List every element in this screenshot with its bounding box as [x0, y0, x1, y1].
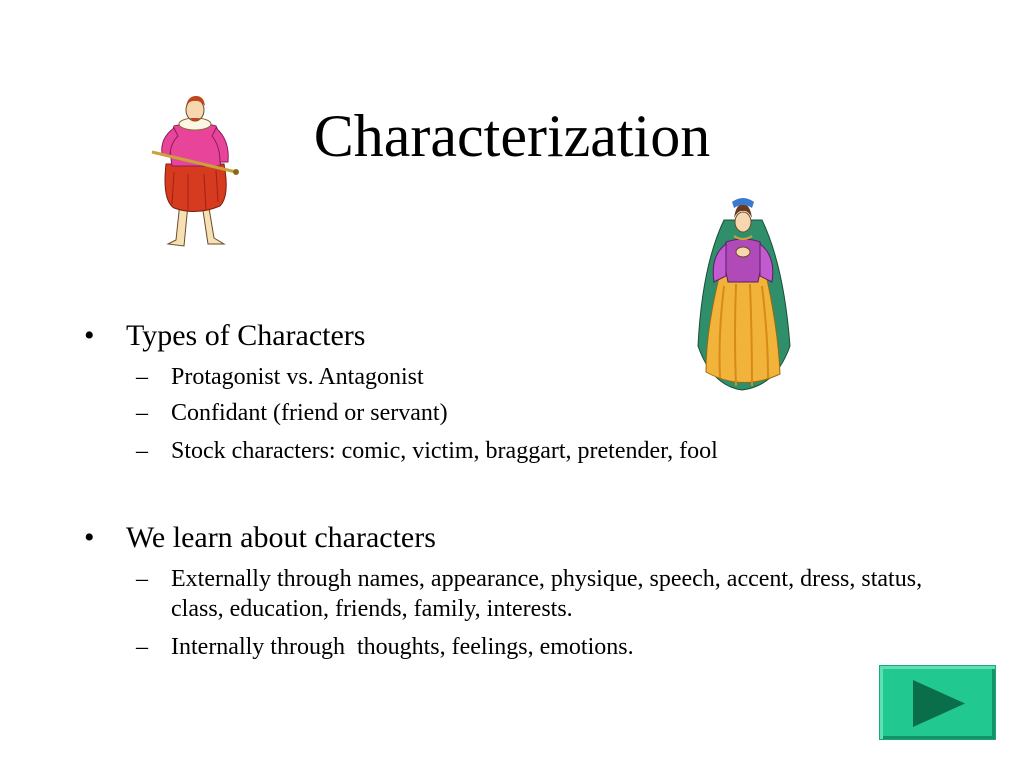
next-slide-button[interactable] — [879, 665, 996, 740]
sub-bullet-item — [136, 362, 931, 392]
bullet-marker: • — [84, 521, 95, 554]
sub-bullet-text: Protagonist vs. Antagonist — [171, 364, 424, 390]
bullet-marker: • — [84, 319, 95, 352]
sub-bullet-item — [136, 398, 931, 428]
sub-bullet-text: Confidant (friend or servant) — [171, 400, 448, 426]
sub-bullet-item — [136, 632, 931, 662]
dash-marker: – — [136, 364, 148, 390]
play-arrow-icon — [880, 666, 997, 741]
sub-bullet-item — [136, 436, 931, 466]
sub-bullet-text: Internally through thoughts, feelings, emotions. — [171, 634, 634, 660]
bullet-item — [84, 318, 366, 354]
bullet-item — [84, 520, 436, 556]
bullet-text: Types of Characters — [126, 319, 366, 352]
dash-marker: – — [136, 438, 148, 464]
dash-marker: – — [136, 634, 148, 660]
sub-bullet-text: Externally through names, appearance, physique, speech, accent, dress, status, class, education, friends, family, interests. — [171, 566, 923, 622]
sub-bullet-item — [136, 564, 931, 624]
bullet-text: We learn about characters — [126, 521, 436, 554]
slide-title: Characterization — [313, 103, 711, 169]
dash-marker: – — [136, 400, 148, 426]
sub-bullet-text: Stock characters: comic, victim, braggart, pretender, fool — [171, 438, 718, 464]
dash-marker: – — [136, 566, 148, 592]
